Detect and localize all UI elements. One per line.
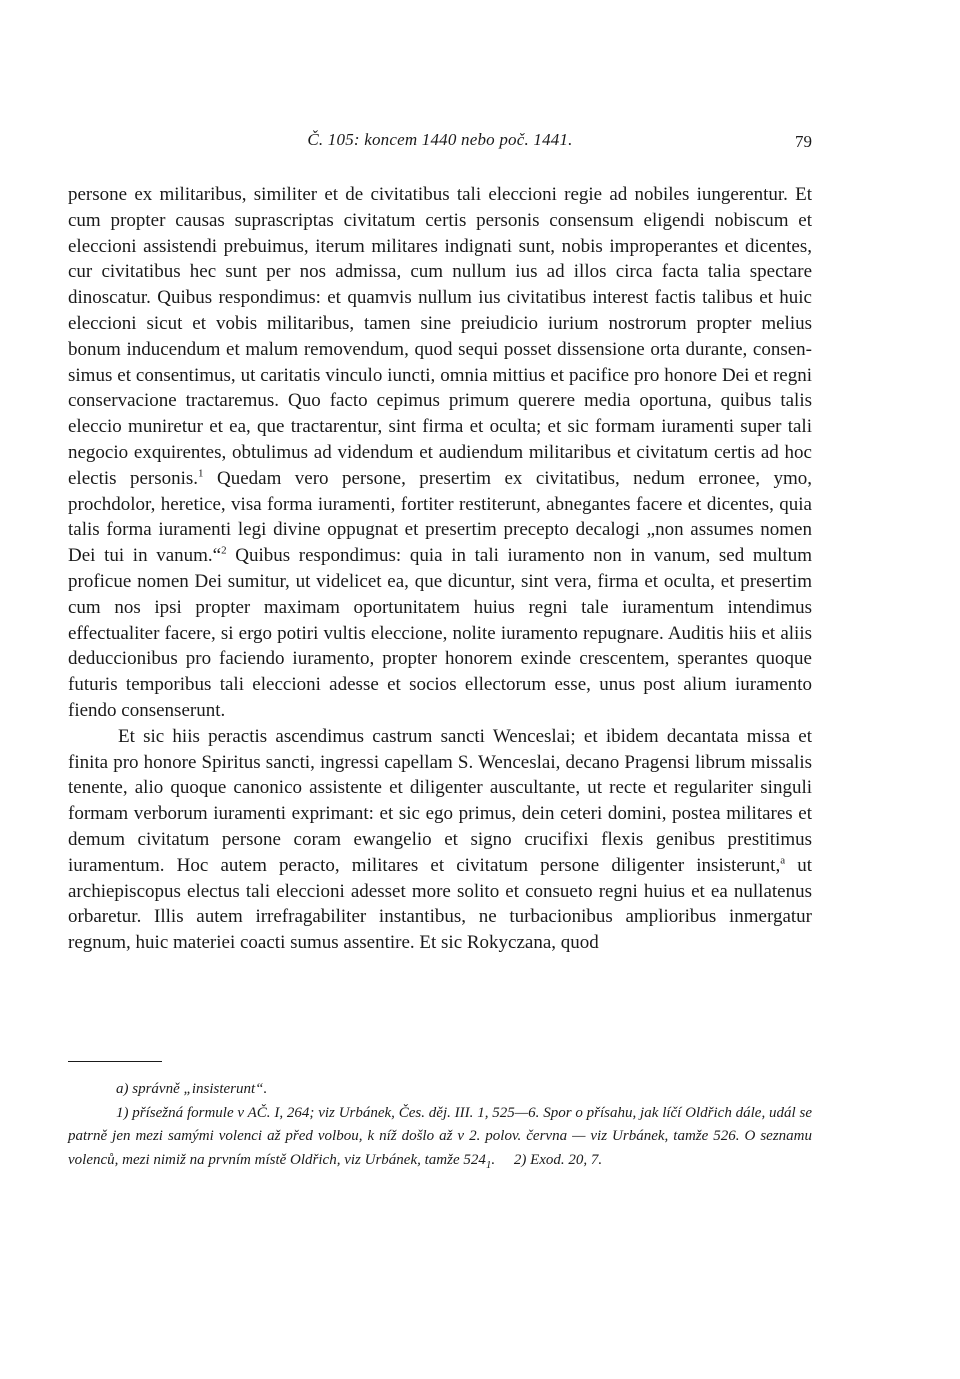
footnote-ref: 1 <box>198 467 204 480</box>
paragraph-text: Quedam vero persone, presertim ex civitatibus, nedum erronee, ymo, prochdolor, heretice, visa forma iuramenti, fortiter restiterunt, abnegantes facere et dicentes, quia talis forma iuramenti legi divine oppugnat et presertim precepto decalogi „non assumes nomen Dei tui in vanum.“ <box>68 467 812 567</box>
page-number: 79 <box>795 132 812 151</box>
paragraph-text: persone ex militaribus, similiter et de civitatibus tali eleccioni regie ad nobiles iungerentur. Et cum propter causas suprascriptas civitatum certis personis consensum eligendi nobiscum et eleccioni assistendi prebuimus, iterum militares indignati sunt, nobis improperantes et dicentes, cur civitatibus hec sunt per nos admissa, cum nullum ius ad illos circa facta talia spectare dinoscatur. Quibus respondimus: et quamvis nullum ius civitatibus interest factis talibus et huic eleccioni sicut et vobis militaribus, tamen sine preiudicio iurium nostrorum propter melius bonum inducendum et malum removendum, quod sequi posset dissensione orta durante, consensimus et consentimus, ut caritatis vinculo iuncti, omnia mittius et pacifice pro honore Dei et regni conservacione tractaremus. Quo facto cepimus primum querere media oportuna, quibus talis eleccio muniretur et ea, que tractarentur, sint firma et oculta; et sic formam iuramenti super tali negocio exquirentes, obtulimus ad videndum et audiendum militaribus et civitatum certis ad hoc electis personis. <box>68 184 812 489</box>
paragraph-text: Et sic hiis peractis ascendimus castrum sancti Wenceslai; et ibidem decantata missa et finita pro honore Spiritus sancti, ingressi capellam S. Wenceslai, decano Pragensi librum missalis tenente, alio quoque canonico assistente et diligenter auscultante, ut recte et regulariter singuli formam verborum iuramenti exprimant: et sic ego primus, dein ceteri domini, postea militares et demum civitatum persone coram ewangelio et signo crucifixi flexis genibus prestitimus iuramentum. Hoc autem peracto, militares et civitatum persone diligenter insisterunt, <box>68 725 812 876</box>
footnote-divider <box>68 1061 162 1062</box>
footnote-ref: 2 <box>221 544 227 557</box>
paragraph <box>68 182 812 724</box>
footnote-2: 2) Exod. 20, 7. <box>513 1151 603 1168</box>
main-text <box>68 182 812 956</box>
footnote-1 <box>68 1102 812 1178</box>
footnote-a: a) správně „insisterunt“. <box>116 1081 268 1097</box>
page-header <box>68 130 812 156</box>
footnote-1-text: 1) přísežná formule v AČ. I, 264; viz Urbánek, Čes. děj. III. 1, 525—6. Spor o přísahu, jak líčí Oldřich dále, udál se patrně jen mezi samými volenci až před volbou, k níž došlo až v 2. polov. června — viz Urbánek, tamže 526. O seznamu volenců, mezi nimiž na prvním místě Oldřich, viz Urbánek, tamže 524 <box>68 1104 812 1168</box>
paragraph-text: Quibus respondimus: quia in tali iuramento non in vanum, sed multum proficue nomen Dei sumitur, ut videlicet ea, que dicuntur, sint vera, firma et oculta, et presertim cum nos ipsi propter maximam oportunitatem huius regni tale iuramentum intendimus effectualiter facere, si ergo potiri vultis eleccione, nolite iuramento repugnare. Auditis hiis et aliis deduccionibus pro faciendo iuramento, propter honorem exinde crescentem, sperantes quoque futuris temporibus tali eleccioni adesse et socios ellectorum esse, unus post alium iuramento fiendo consenserunt. <box>68 545 812 721</box>
paragraph <box>68 724 812 956</box>
footnote-ref: a <box>780 854 786 867</box>
footnotes <box>68 1078 812 1177</box>
footnote-1-end: . <box>491 1151 496 1168</box>
footnote-1-subscript: 1 <box>485 1158 492 1171</box>
paragraph-text: ut archiepiscopus electus tali eleccioni adesset more solito et consueto regni huius et ea nullatenus orbaretur. Illis autem irrefragabiliter instantibus, ne turbacionibus amplioribus inmergatur regnum, huic materiei coacti sumus assentire. Et sic Rokyczana, quod <box>68 854 812 954</box>
running-title: Č. 105: koncem 1440 nebo poč. 1441. <box>307 130 573 149</box>
